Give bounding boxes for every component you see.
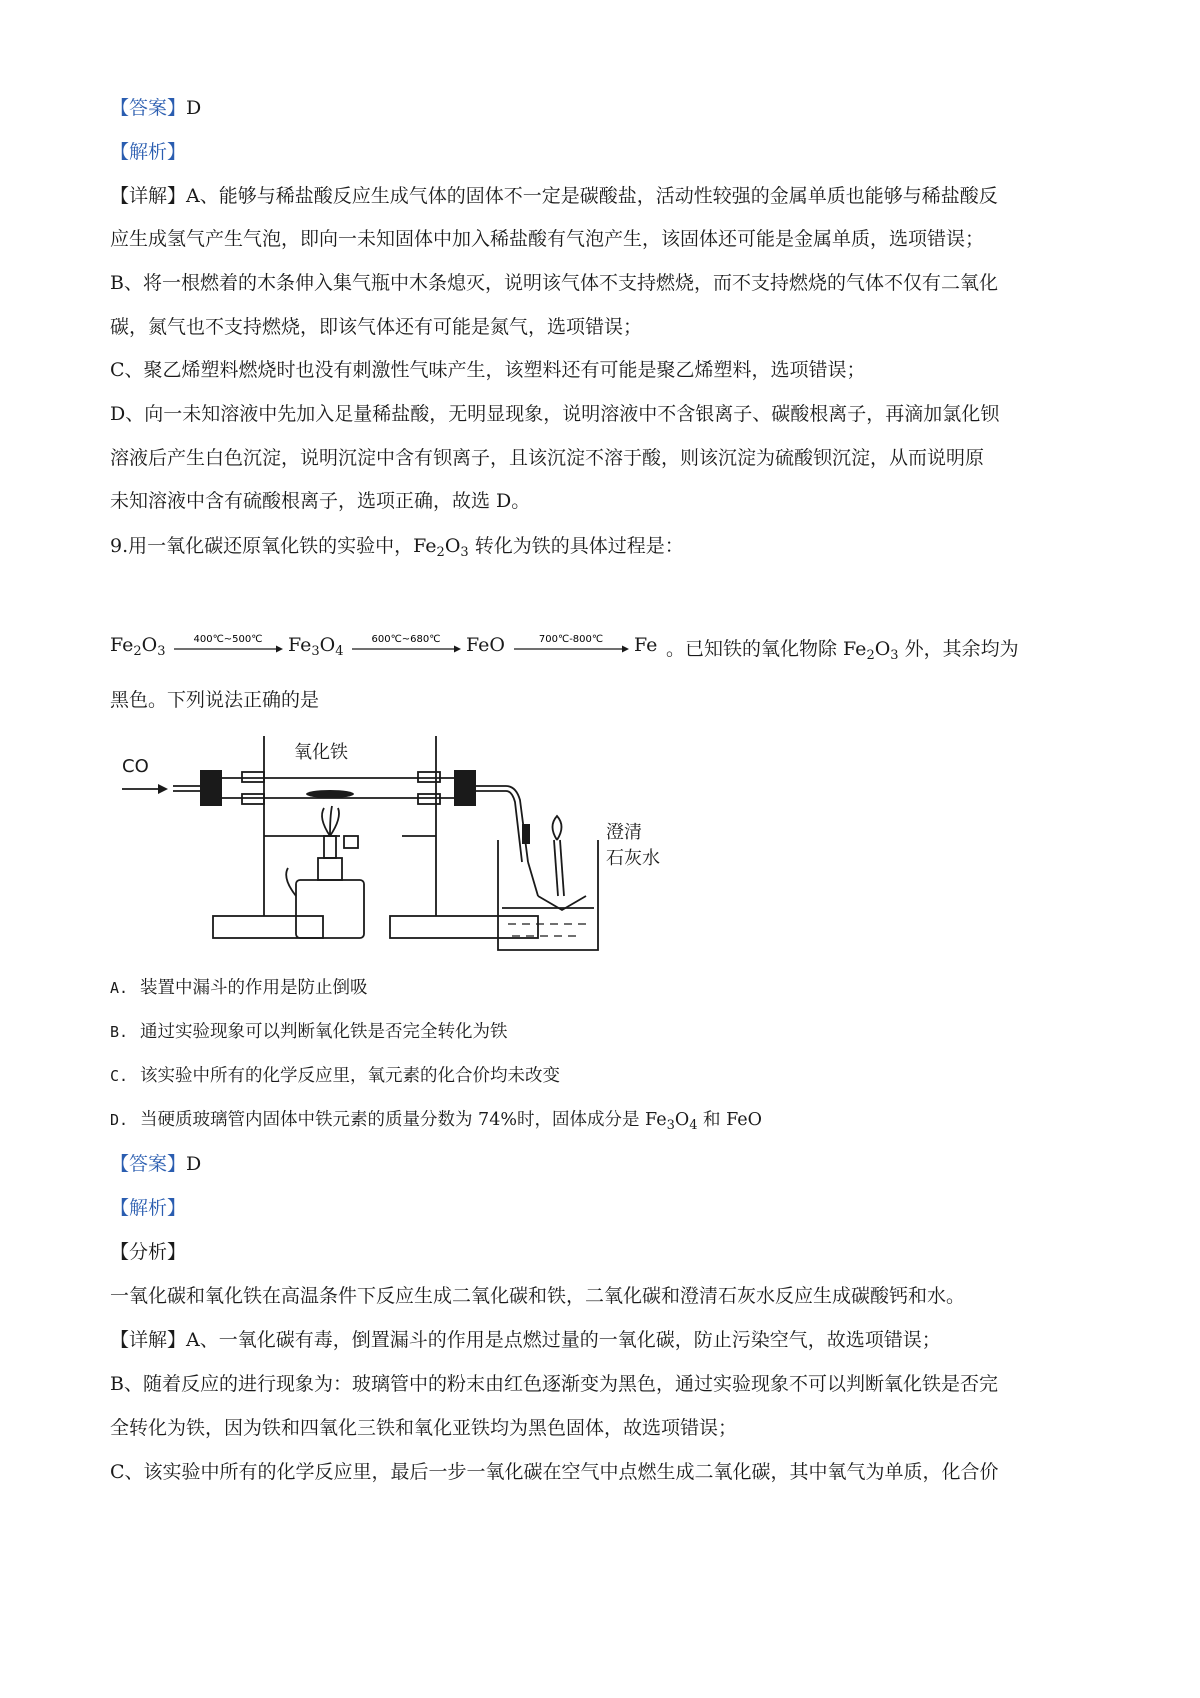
right-stopper [454,770,476,806]
detail-2-text-0: A、一氧化碳有毒，倒置漏斗的作用是点燃过量的一氧化碳，防止污染空气，故选项错误； [186,1329,941,1351]
option-d-sub1: 3 [666,1118,675,1133]
option-b-letter: B. [110,1023,129,1041]
stem-sub1: 2 [436,545,445,560]
arrow-2 [350,630,462,658]
iron-oxide-powder [306,790,354,798]
answer-tag-1: 【答案】 [110,97,187,119]
option-c-text: 该实验中所有的化学反应里，氧元素的化合价均未改变 [140,1066,560,1086]
detail-2-line-3: C、该实验中所有的化学反应里，最后一步一氧化碳在空气中点燃生成二氧化碳，其中氧气为单质，化合价 [110,1461,999,1483]
answer-line-1 [110,94,201,122]
analysis-tag-2 [110,1194,186,1222]
detail-2-line-2: 全转化为铁，因为铁和四氧化三铁和氧化亚铁均为黑色固体，故选项错误； [110,1417,738,1439]
oxide-label: 氧化铁 [294,742,348,763]
answer-value-1: D [186,97,202,119]
water-label-2: 石灰水 [606,848,660,869]
analysis-tag-1 [110,138,186,166]
apparatus-diagram [118,728,678,960]
stem-pre: 9.用一氧化碳还原氧化铁的实验中，Fe [110,535,437,557]
stem-sub2: 3 [460,545,469,560]
answer-value-2: D [186,1153,202,1175]
left-stopper [200,770,222,806]
answer-tag-2: 【答案】 [110,1153,187,1175]
question-9-stem-line3: 黑色。下列说法正确的是 [110,689,320,711]
option-c-letter: C. [110,1067,129,1085]
option-b[interactable] [110,1018,508,1046]
option-c[interactable] [110,1062,560,1090]
arrow-3-condition: 700℃-800℃ [538,634,604,645]
species-fe3o4: $Fe_3O_4$ [288,634,344,659]
option-a-text: 装置中漏斗的作用是防止倒吸 [140,978,368,998]
species-fe: Fe [634,634,658,656]
detail-2-line-0 [110,1326,941,1354]
species-fe2o3: $Fe_2O_3$ [110,634,166,659]
detail-1-text-0: A、能够与稀盐酸反应生成气体的固体不一定是碳酸盐，活动性较强的金属单质也能够与稀盐酸反 [186,185,998,207]
detail-tag-1: 【详解】 [110,185,187,207]
answer-line-2 [110,1150,201,1178]
reaction-equation [110,630,1110,664]
option-d-post: 和 FeO [697,1110,762,1130]
option-d-mid: O [674,1110,690,1130]
detail-tag-2: 【详解】 [110,1329,187,1351]
detail-1-line-1: 应生成氢气产生气泡，即向一未知固体中加入稀盐酸有气泡产生，该固体还可能是金属单质，选项错误； [110,228,985,250]
option-a-letter: A. [110,979,129,997]
option-d[interactable] [110,1106,762,1134]
arrow-3 [512,630,630,658]
right-stand-base [390,916,538,938]
option-d-text: 当硬质玻璃管内固体中铁元素的质量分数为 74%时，固体成分是 Fe [140,1110,667,1130]
co-label: CO [122,756,149,777]
detail-1-line-0 [110,182,998,210]
water-label-1: 澄清 [606,822,642,843]
question-9-stem [110,532,684,560]
analysis-tag-text-2: 【解析】 [110,1197,187,1219]
option-b-text: 通过实验现象可以判断氧化铁是否完全转化为铁 [140,1022,508,1042]
analysis-tag-text-1: 【解析】 [110,141,187,163]
fenxi-tag: 【分析】 [110,1241,187,1263]
beaker [498,840,598,950]
option-d-letter: D. [110,1111,129,1129]
stem-mid: O [444,535,461,557]
option-a[interactable] [110,974,368,1002]
species-feo: FeO [466,634,505,656]
alcohol-lamp [296,880,364,938]
left-stand-base [213,916,323,938]
detail-1-line-4: C、聚乙烯塑料燃烧时也没有刺激性气味产生，该塑料还有可能是聚乙烯塑料，选项错误； [110,359,866,381]
detail-1-line-3: 碳，氮气也不支持燃烧，即该气体还有可能是氮气，选项错误； [110,316,643,338]
detail-2-line-1: B、随着反应的进行现象为：玻璃管中的粉末由红色逐渐变为黑色，通过实验现象不可以判断氧化铁是否完 [110,1373,998,1395]
arrow-1 [172,630,284,658]
fenxi-text: 一氧化碳和氧化铁在高温条件下反应生成二氧化碳和铁，二氧化碳和澄清石灰水反应生成碳酸钙和水。 [110,1285,966,1307]
arrow-1-condition: 400℃~500℃ [193,634,263,645]
detail-1-line-2: B、将一根燃着的木条伸入集气瓶中木条熄灭，说明该气体不支持燃烧，而不支持燃烧的气体不仅有二氧化 [110,272,998,294]
arrow-2-condition: 600℃~680℃ [371,634,441,645]
detail-1-line-6: 溶液后产生白色沉淀，说明沉淀中含有钡离子，且该沉淀不溶于酸，则该沉淀为硫酸钡沉淀，从而说明原 [110,447,985,469]
detail-1-line-5: D、向一未知溶液中先加入足量稀盐酸，无明显现象，说明溶液中不含银离子、碳酸根离子，再滴加氯化钡 [110,403,1000,425]
equation-tail: 。已知铁的氧化物除 $Fe_2O_3$ 外，其余均为 [666,638,1019,663]
option-d-sub2: 4 [689,1118,698,1133]
lamp-neck [318,858,342,880]
detail-1-line-7: 未知溶液中含有硫酸根离子，选项正确，故选 D。 [110,490,531,512]
stem-post: 转化为铁的具体过程是： [468,535,684,557]
